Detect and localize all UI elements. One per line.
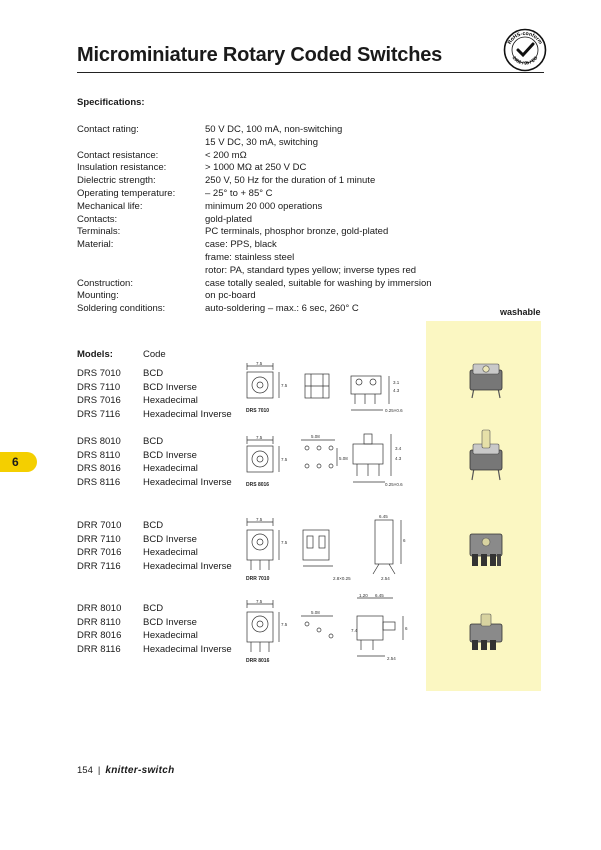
drawing-drr-70 [243,512,418,584]
model-row [77,394,232,408]
model-row [77,629,232,643]
svg-text:7.5: 7.5 [256,517,263,522]
svg-text:7.5: 7.5 [281,540,288,545]
code-heading: Code [143,349,166,360]
model-number: DRR 8016 [77,630,122,642]
model-code: Hexadecimal Inverse [143,561,232,573]
model-number: DRS 8016 [77,463,121,475]
spec-value: case totally sealed, suitable for washing by immersion [205,277,432,289]
spec-label: Mechanical life: [77,200,143,212]
spec-value: auto-soldering – max.: 6 sec, 260° C [205,303,359,315]
model-group-drs-80 [77,435,232,490]
svg-text:0.25×0.6: 0.25×0.6 [385,408,403,413]
spec-value: on pc-board [205,290,256,302]
svg-text:5.08: 5.08 [311,434,320,439]
title-underline [77,72,544,73]
spec-label: Construction: [77,277,133,289]
spec-row [77,214,432,227]
spec-value: case: PPS, black [205,239,277,251]
model-number: DRS 7110 [77,381,121,393]
brand-logo: knitter-switch [105,765,175,776]
drawing-label-drs-80: DRS 8016 [246,482,270,488]
footer-separator: | [97,765,101,776]
svg-text:4.3: 4.3 [393,388,400,393]
svg-text:1.20: 1.20 [359,594,368,598]
product-photo-drs-80 [464,428,508,482]
model-row [77,560,232,574]
rohs-badge [503,28,547,72]
spec-value: 250 V, 50 Hz for the duration of 1 minute [205,175,376,187]
svg-text:6: 6 [405,626,408,631]
model-code: Hexadecimal Inverse [143,409,232,421]
model-group-drr-80 [77,602,232,657]
spec-value: gold-plated [205,213,253,225]
rohs-badge-bottom-text: 2002 / 95 / EG [511,55,539,66]
drawing-label-drr-70: DRR 7010 [246,576,270,582]
model-number: DRS 8010 [77,436,121,447]
model-code: Hexadecimal [143,395,198,407]
svg-text:0.25×0.6: 0.25×0.6 [385,482,403,487]
spec-row [77,265,432,278]
spec-row [77,290,432,303]
model-number: DRR 8116 [77,644,121,656]
svg-text:3.4: 3.4 [395,446,402,451]
drawing-drs-70 [243,360,418,420]
svg-text:7.5: 7.5 [281,383,288,388]
spec-row [77,278,432,291]
model-code: BCD [143,368,164,379]
svg-text:6.45: 6.45 [375,594,384,598]
spec-row [77,239,432,252]
model-code: Hexadecimal [143,463,198,475]
product-photo-drr-70 [464,528,508,570]
model-code: BCD [143,520,164,531]
spec-value: rotor: PA, standard types yellow; inverse types red [205,264,417,276]
drawing-drs-80 [243,430,418,492]
model-row [77,408,232,422]
svg-text:2.8×0.25: 2.8×0.25 [333,576,351,581]
svg-text:7.5: 7.5 [281,622,288,627]
model-number: DRR 8010 [77,603,122,614]
model-number: DRR 7016 [77,547,122,559]
model-row [77,476,232,490]
model-row [77,533,232,547]
model-number: DRR 7116 [77,561,121,573]
svg-text:7.4: 7.4 [351,628,358,633]
spec-row [77,137,432,150]
model-code: BCD Inverse [143,616,197,628]
spec-label: Contact resistance: [77,149,159,161]
svg-text:6: 6 [403,538,406,543]
drawing-label-drr-80: DRR 8016 [246,658,270,664]
page-number: 154 [77,765,93,776]
svg-text:7.5: 7.5 [256,599,263,604]
model-row [77,643,232,657]
model-code: BCD [143,436,164,447]
spec-label: Mounting: [77,290,119,302]
spec-row [77,162,432,175]
model-number: DRR 7110 [77,533,121,545]
models-header [77,349,166,360]
product-photo-drs-70 [464,360,508,400]
spec-label: Operating temperature: [77,187,176,199]
svg-text:4.3: 4.3 [395,456,402,461]
page-footer [77,765,175,776]
svg-text:5.08: 5.08 [311,610,320,615]
model-code: BCD Inverse [143,533,197,545]
model-group-drr-70 [77,519,232,574]
spec-label: Soldering conditions: [77,303,166,315]
spec-row [77,226,432,239]
washable-label: washable [500,307,541,317]
spec-label: Insulation resistance: [77,162,167,174]
spec-row [77,188,432,201]
spec-value: PC terminals, phosphor bronze, gold-plated [205,226,389,238]
section-tab: 6 [0,452,37,472]
specifications-heading: Specifications: [77,97,145,108]
spec-label [77,137,205,150]
spec-label: Material: [77,239,114,251]
model-code: BCD Inverse [143,449,197,461]
spec-row [77,201,432,214]
spec-row [77,124,432,137]
spec-value: < 200 mΩ [205,149,247,161]
model-number: DRS 8110 [77,449,121,461]
model-code: Hexadecimal Inverse [143,644,232,656]
spec-value: 50 V DC, 100 mA, non-switching [205,124,343,135]
model-row [77,616,232,630]
svg-text:5.08: 5.08 [339,456,348,461]
model-code: BCD [143,603,164,614]
model-row [77,449,232,463]
spec-label: Dielectric strength: [77,175,156,187]
model-number: DRS 7116 [77,409,121,421]
spec-label: Contact rating: [77,124,139,135]
drawing-drr-80 [243,594,418,666]
svg-text:7.5: 7.5 [256,435,263,440]
spec-label [77,252,205,265]
specifications-table [77,124,432,316]
model-code: Hexadecimal Inverse [143,477,232,489]
model-number: DRR 8110 [77,616,121,628]
svg-text:6.45: 6.45 [379,514,388,519]
svg-text:2.54: 2.54 [387,656,396,661]
spec-value: > 1000 MΩ at 250 V DC [205,162,307,174]
svg-text:7.5: 7.5 [281,457,288,462]
model-code: Hexadecimal [143,547,198,559]
model-row [77,546,232,560]
model-group-drs-70 [77,367,232,422]
spec-value: – 25° to + 85° C [205,187,273,199]
page-title: Microminiature Rotary Coded Switches [77,44,443,66]
model-number: DRR 7010 [77,520,122,531]
model-code: Hexadecimal [143,630,198,642]
svg-text:3.1: 3.1 [393,380,400,385]
spec-row [77,150,432,163]
model-number: DRS 7010 [77,368,121,379]
spec-label: Terminals: [77,226,121,238]
spec-value: frame: stainless steel [205,251,295,263]
model-row [77,519,232,533]
svg-text:2.54: 2.54 [381,576,390,581]
models-heading: Models: [77,349,113,360]
spec-label: Contacts: [77,213,118,225]
rohs-badge-top-text: RoHS-conform [506,30,544,46]
model-number: DRS 8116 [77,477,121,489]
model-row [77,435,232,449]
spec-row [77,252,432,265]
model-number: DRS 7016 [77,395,121,407]
product-photo-drr-80 [464,612,508,652]
spec-row [77,175,432,188]
model-row [77,602,232,616]
spec-value: minimum 20 000 operations [205,200,323,212]
svg-text:7.5: 7.5 [256,361,263,366]
model-row [77,462,232,476]
spec-value: 15 V DC, 30 mA, switching [205,136,318,148]
spec-label [77,265,205,278]
model-row [77,381,232,395]
spec-row [77,303,432,316]
drawing-label-drs-70: DRS 7010 [246,408,270,414]
model-code: BCD Inverse [143,381,197,393]
model-row [77,367,232,381]
